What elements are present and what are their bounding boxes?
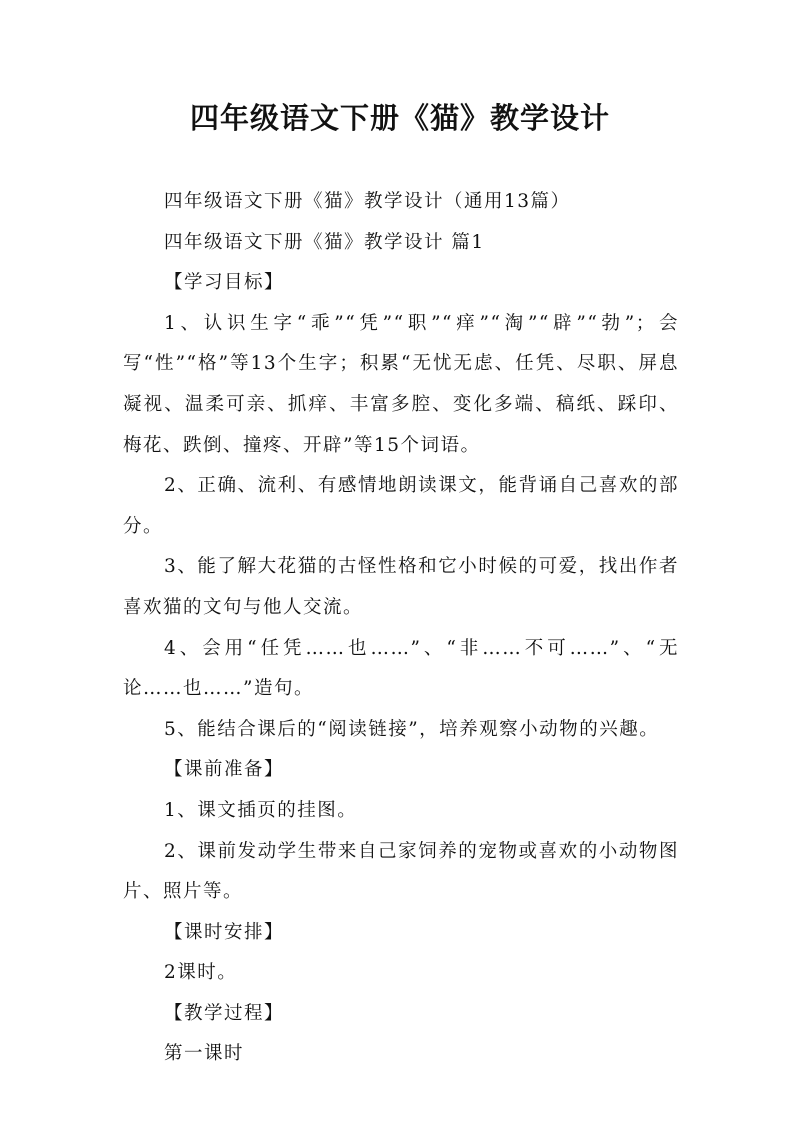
section-heading-process: 【教学过程】	[164, 1002, 285, 1024]
intro-paragraph: 四年级语文下册《猫》教学设计（通用13篇）	[164, 191, 571, 212]
preparation-item-1: 1、课文插页的挂图。	[164, 799, 358, 821]
goal-item-4: 4、会用“任凭……也……”、“非……不可……”、“无论……也……”造句。	[123, 637, 679, 700]
document-title: 四年级语文下册《猫》教学设计	[189, 101, 610, 135]
chapter-heading: 四年级语文下册《猫》教学设计 篇1	[164, 231, 485, 253]
goal-item-2: 2、正确、流利、有感情地朗读课文，能背诵自己喜欢的部分。	[123, 475, 679, 537]
schedule-text: 2课时。	[164, 962, 238, 984]
goal-item-1: 1、认识生字“乖”“凭”“职”“痒”“淘”“辟”“勃”；会写“性”“格”等13个生字；积累“无忧无虑、任凭、尽职、屏息凝视、温柔可亲、抓痒、丰富多腔、变化多端、稿纸、踩印、梅花、跌倒、撞疼、开辟”等15个词语。	[123, 312, 679, 456]
section-heading-goals: 【学习目标】	[164, 272, 285, 294]
section-heading-schedule: 【课时安排】	[164, 921, 285, 943]
goal-item-3: 3、能了解大花猫的古怪性格和它小时候的可爱，找出作者喜欢猫的文句与他人交流。	[123, 556, 679, 618]
document-body	[123, 182, 679, 1075]
preparation-item-2: 2、课前发动学生带来自己家饲养的宠物或喜欢的小动物图片、照片等。	[123, 840, 679, 903]
lesson-heading: 第一课时	[164, 1043, 245, 1065]
section-heading-preparation: 【课前准备】	[164, 759, 285, 781]
goal-item-5: 5、能结合课后的“阅读链接”，培养观察小动物的兴趣。	[164, 718, 660, 740]
